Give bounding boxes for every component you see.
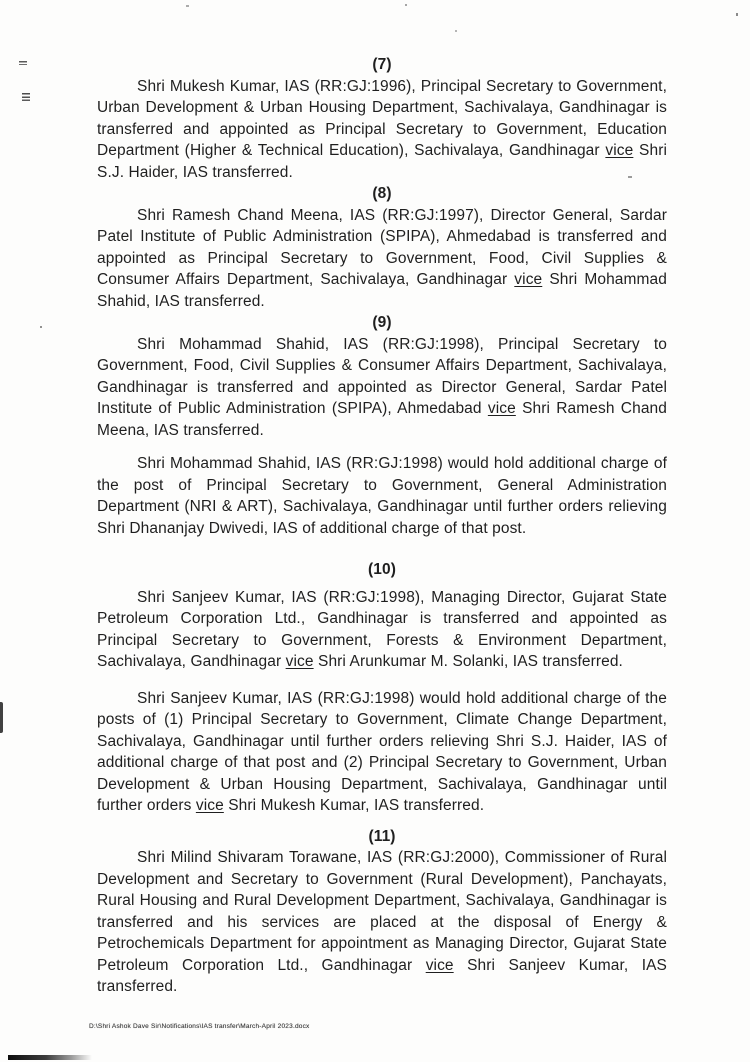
- paragraph-text: Shri Sanjeev Kumar, IAS (RR:GJ:1998), Managing Director, Gujarat State Petroleum Corporation Ltd., Gandhinagar is transferred and appointed as Principal Secretary to Government, Forests & Environment Department, Sachivalaya, Gandhinagar: [97, 588, 667, 670]
- footer-file-path: D:\Shri Ashok Dave Sir\Notifications\IAS transfer\March-April 2023.docx: [89, 1023, 310, 1030]
- scan-artifact-dot: [186, 5, 189, 7]
- paragraph-text: Shri Mohammad Shahid, IAS (RR:GJ:1998), Principal Secretary to Government, Food, Civil Supplies & Consumer Affairs Department, Sachivalaya, Gandhinagar is transferred and appointed as Director General, Sardar Patel Institute of Public Administration (SPIPA), Ahmedabad: [97, 335, 667, 417]
- paragraph: [97, 453, 667, 539]
- scan-artifact-smudge: [8, 1055, 92, 1060]
- scan-artifact-dot: [736, 13, 738, 16]
- scan-artifact-dot: [405, 4, 407, 6]
- vice-underlined-text: vice: [605, 142, 634, 159]
- vice-underlined-text: vice: [285, 653, 314, 670]
- vice-underlined-text: vice: [514, 271, 543, 288]
- paragraph-text: Shri Ramesh Chand Meena, IAS transferred.: [97, 400, 667, 439]
- paragraph: [97, 76, 667, 184]
- paragraph: [97, 847, 667, 998]
- scan-artifact-edge-bar: [0, 702, 3, 733]
- vice-underlined-text: vice: [195, 797, 224, 814]
- paragraph-text: Shri Mohammad Shahid, IAS (RR:GJ:1998) would hold additional charge of the post of Principal Secretary to Government, General Administration Department (NRI & ART), Sachivalaya, Gandhinagar until further orders relieving Shri Dhananjay Dwivedi, IAS of additional charge of that post.: [97, 455, 667, 537]
- section-number: (7): [372, 56, 392, 73]
- paragraph: [97, 587, 667, 673]
- scan-artifact-dot: [40, 326, 42, 328]
- paragraph-text: Shri Mukesh Kumar, IAS transferred.: [223, 797, 485, 814]
- vice-underlined-text: vice: [487, 400, 516, 417]
- paragraph-text: Shri Sanjeev Kumar, IAS transferred.: [97, 956, 667, 995]
- paragraph-text: Shri Mohammad Shahid, IAS transferred.: [97, 271, 667, 310]
- paragraph-text: Shri Milind Shivaram Torawane, IAS (RR:GJ:2000), Commissioner of Rural Development and Secretary to Government (Rural Development), Panchayats, Rural Housing and Rural Development Department, Sachivalaya, Gandhinagar is transferred and his services are placed at the disposal of Energy & Petrochemicals Department for appointment as Managing Director, Gujarat State Petroleum Corporation Ltd., Gandhinagar: [97, 849, 667, 974]
- paragraph: [97, 334, 667, 442]
- vice-underlined-text: vice: [425, 956, 454, 974]
- paragraph-text: Shri S.J. Haider, IAS transferred.: [97, 142, 668, 181]
- paragraph-text: Shri Ramesh Chand Meena, IAS (RR:GJ:1997), Director General, Sardar Patel Institute of Public Administration (SPIPA), Ahmedabad is transferred and appointed as Principal Secretary to Government, Food, Civil Supplies & Consumer Affairs Department, Sachivalaya, Gandhinagar: [97, 206, 667, 288]
- document-body: [97, 54, 667, 998]
- paragraph-text: Shri Arunkumar M. Solanki, IAS transferred.: [313, 653, 623, 670]
- scan-artifact-mark: [22, 93, 30, 101]
- paragraph-text: Shri Sanjeev Kumar, IAS (RR:GJ:1998) would hold additional charge of the posts of (1) Principal Secretary to Government, Climate Change Department, Sachivalaya, Gandhinagar until further orders relieving Shri S.J. Haider, IAS of additional charge of that post and (2) Principal Secretary to Government, Urban Development & Urban Housing Department, Sachivalaya, Gandhinagar until further orders: [97, 689, 667, 814]
- scan-artifact-dot: [455, 30, 457, 32]
- paragraph: [97, 688, 667, 817]
- section-number: (8): [372, 185, 392, 202]
- paragraph: [97, 205, 667, 313]
- scan-artifact-mark: [19, 61, 27, 65]
- section-number: (9): [372, 314, 392, 331]
- paragraph-text: Shri Mukesh Kumar, IAS (RR:GJ:1996), Principal Secretary to Government, Urban Development & Urban Housing Department, Sachivalaya, Gandhinagar is transferred and appointed as Principal Secretary to Government, Education Department (Higher & Technical Education), Sachivalaya, Gandhinagar: [97, 77, 667, 159]
- section-number: (11): [368, 827, 396, 845]
- section-number: (10): [368, 561, 396, 578]
